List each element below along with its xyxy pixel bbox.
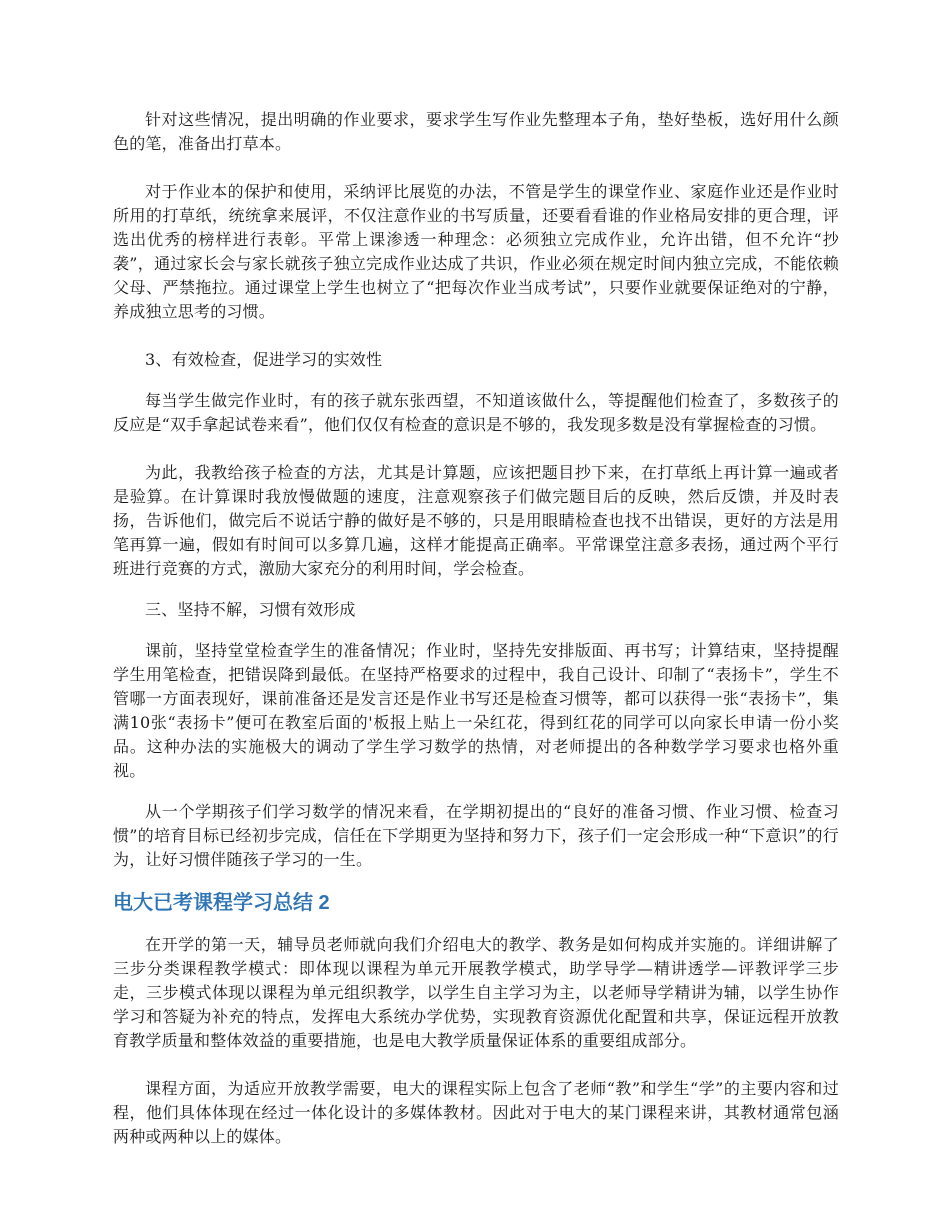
paragraph-checking-methods: 为此，我教给孩子检查的方法，尤其是计算题，应该把题目抄下来，在打草纸上再计算一遍或者是验算。在计算课时我放慢做题的速度，注意观察孩子们做完题目后的反映，然后反馈，并及时表扬，告诉他们，做完后不说话宁静的做好是不够的，只是用眼睛检查也找不出错误，更好的方法是用笔再算一遍，假如有时间可以多算几遍，这样才能提高正确率。平常课堂注意多表扬，通过两个平行班进行竞赛的方式，激励大家充分的利用时间，学会检查。	[113, 463, 839, 578]
paragraph-checking-awareness: 每当学生做完作业时，有的孩子就东张西望，不知道该做什么，等提醒他们检查了，多数孩子的反应是“双手拿起试卷来看”，他们仅仅有检查的意识是不够的，我发现多数是没有掌握检查的习惯。	[113, 391, 839, 434]
paragraph-semester-review: 从一个学期孩子们学习数学的情况来看，在学期初提出的“良好的准备习惯、作业习惯、检查习惯”的培育目标已经初步完成，信任在下学期更为坚持和努力下，孩子们一定会形成一种“下意识”的行为，让好习惯伴随孩子学习的一生。	[113, 802, 839, 869]
subheading-habit-formation: 三、坚持不解，习惯有效形成	[145, 600, 356, 619]
document-page	[113, 108, 839, 1173]
paragraph-course-materials: 课程方面，为适应开放教学需要，电大的课程实际上包含了老师“教”和学生“学”的主要内容和过程，他们具体体现在经过一体化设计的多媒体教材。因此对于电大的某门课程来讲，其教材通常包涵两种或两种以上的媒体。	[113, 1079, 839, 1146]
paragraph-praise-cards: 课前，坚持堂堂检查学生的准备情况；作业时，坚持先安排版面、再书写；计算结束，坚持提醒学生用笔检查，把错误降到最低。在坚持严格要求的过程中，我自己设计、印制了“表扬卡”，学生不管哪一方面表现好，课前准备还是发言还是作业书写还是检查习惯等，都可以获得一张“表扬卡”，集满10张“表扬卡”便可在教室后面的'板报上贴上一朵红花，得到红花的同学可以向家长申请一份小奖品。这种办法的实施极大的调动了学生学习数学的热情，对老师提出的各种数学学习要求也格外重视。	[113, 641, 839, 780]
subheading-effective-checking: 3、有效检查，促进学习的实效性	[145, 350, 383, 369]
paragraph-homework-protection: 对于作业本的保护和使用，采纳评比展览的办法，不管是学生的课堂作业、家庭作业还是作业时所用的打草纸，统统拿来展评，不仅注意作业的书写质量，还要看看谁的作业格局安排的更合理，评选出优秀的榜样进行表彰。平常上课渗透一种理念：必须独立完成作业，允许出错，但不允许“抄袭”，通过家长会与家长就孩子独立完成作业达成了共识，作业必须在规定时间内独立完成，不能依赖父母、严禁拖拉。通过课堂上学生也树立了“把每次作业当成考试”，只要作业就要保证绝对的宁静，养成独立思考的习惯。	[113, 182, 839, 321]
paragraph-teaching-model: 在开学的第一天，辅导员老师就向我们介绍电大的教学、教务是如何构成并实施的。详细讲解了三步分类课程教学模式：即体现以课程为单元开展教学模式，助学导学—精讲透学—评教评学三步走，三步模式体现以课程为单元组织教学，以学生自主学习为主，以老师导学精讲为辅，以学生协作学习和答疑为补充的特点，发挥电大系统办学优势，实现教育资源优化配置和共享，保证远程开放教育教学质量和整体效益的重要措施，也是电大教学质量保证体系的重要组成部分。	[113, 935, 839, 1050]
section-heading: 电大已考课程学习总结 2	[113, 892, 330, 914]
paragraph-homework-requirements: 针对这些情况，提出明确的作业要求，要求学生写作业先整理本子角，垫好垫板，选好用什么颜色的笔，准备出打草本。	[113, 110, 839, 153]
